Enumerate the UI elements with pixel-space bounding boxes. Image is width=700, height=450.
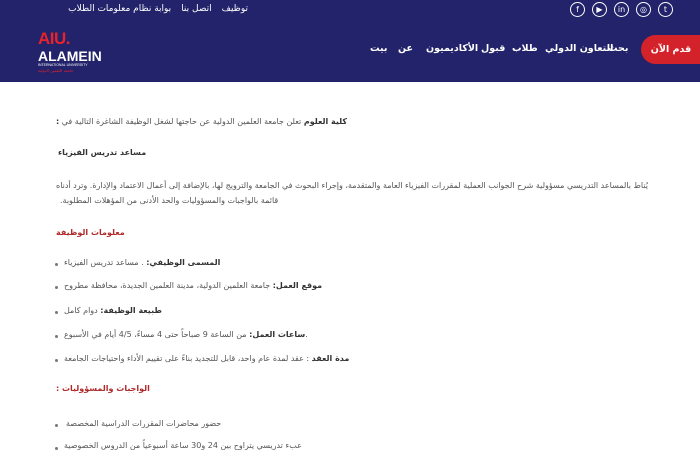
top-links (68, 3, 248, 16)
info-item-title (64, 258, 220, 267)
facebook-icon[interactable]: f (570, 2, 585, 17)
nav-students[interactable]: طلاب (512, 43, 538, 54)
info-label: مدة العقد (311, 354, 350, 363)
logo-name: ALAMEIN (38, 48, 102, 64)
info-value: : عقد لمدة عام واحد، قابل للتجديد بناءً على تقييم الأداء واحتياجات الجامعة (64, 354, 310, 363)
intro-text: تعلن جامعة العلمين الدولية عن حاجتها لشغل الوظيفة الشاغرة التالية في (61, 117, 302, 126)
info-value: دوام كامل (64, 306, 98, 315)
bullet (55, 263, 58, 266)
bullet (55, 359, 58, 362)
nav-academics[interactable]: الأكاديميون (426, 43, 479, 54)
job-info-heading: معلومات الوظيفة (56, 228, 125, 237)
nav-about[interactable]: عن (398, 43, 414, 54)
contact-link[interactable]: اتصل بنا (181, 4, 212, 14)
nav-international[interactable]: التعاون الدولي (545, 43, 614, 54)
info-value: . مساعد تدريس الفيزياء (64, 258, 144, 267)
social-links (570, 2, 673, 17)
info-value: جامعة العلمين الدولية، مدينة العلمين الجديدة، محافظة مطروح (64, 281, 271, 290)
duties-heading: الواجبات والمسؤوليات : (56, 384, 150, 393)
description-line-2: قائمة بالواجبات والمسؤوليات والحد الأدنى من المؤهلات المطلوبة. (60, 196, 279, 205)
intro-prefix: : (56, 117, 60, 126)
bullet (55, 286, 58, 289)
instagram-icon[interactable]: ◎ (636, 2, 651, 17)
linkedin-icon[interactable]: in (614, 2, 629, 17)
info-item-location (64, 281, 322, 290)
logo-mark: AIU. (38, 29, 70, 48)
intro-faculty: كلية العلوم (303, 117, 348, 126)
twitter-icon[interactable]: t (658, 2, 673, 17)
student-portal-link[interactable]: بوابة نظام معلومات الطلاب (68, 4, 172, 14)
info-item-contract (64, 354, 349, 363)
description-line-1: يُناط بالمساعد التدريسي مسؤولية شرح الجوانب العملية لمقررات الفيزياء العامة والمتقدمة، وإجراء البحوث في الجامعة والترويج لها، بالإضافة إلى أعمال الاعتماد والإدارة. وترد أدناه (56, 181, 648, 190)
info-item-type (64, 306, 162, 315)
logo-arabic: جامعة العلمين الدولية (38, 68, 74, 73)
duty-item: عبء تدريسي يتراوح بين 24 و30 ساعة أسبوعياً من الدروس الخصوصية (64, 441, 302, 450)
info-label: ساعات العمل: (249, 330, 306, 339)
info-label: موقع العمل: (272, 281, 323, 290)
info-label: طبيعة الوظيفة: (100, 306, 162, 315)
info-value: من الساعة 9 صباحاً حتى 4 مساءً، 4/5 أيام في الأسبوع. (64, 330, 308, 339)
bullet (55, 335, 58, 338)
nav-admissions[interactable]: قبول (481, 43, 506, 54)
intro-line (56, 117, 347, 126)
logo-subtitle: INTERNATIONAL UNIVERSITY (38, 63, 88, 67)
bullet (55, 311, 58, 314)
careers-link[interactable]: توظيف (221, 4, 248, 14)
youtube-icon[interactable]: ▶ (592, 2, 607, 17)
nav-home[interactable]: بيت (370, 43, 388, 54)
job-title: مساعد تدريس الفيزياء (58, 148, 147, 157)
apply-now-button[interactable]: قدم الآن (641, 35, 700, 64)
nav-research[interactable]: بحث (608, 43, 629, 54)
university-logo[interactable] (38, 29, 108, 75)
bullet (55, 424, 58, 427)
top-bar (0, 0, 700, 20)
info-label: المسمى الوظيفي: (146, 258, 221, 267)
main-header (0, 20, 700, 82)
duty-item: حضور محاضرات المقررات الدراسية المخصصة (66, 419, 222, 428)
info-item-hours (64, 330, 308, 339)
